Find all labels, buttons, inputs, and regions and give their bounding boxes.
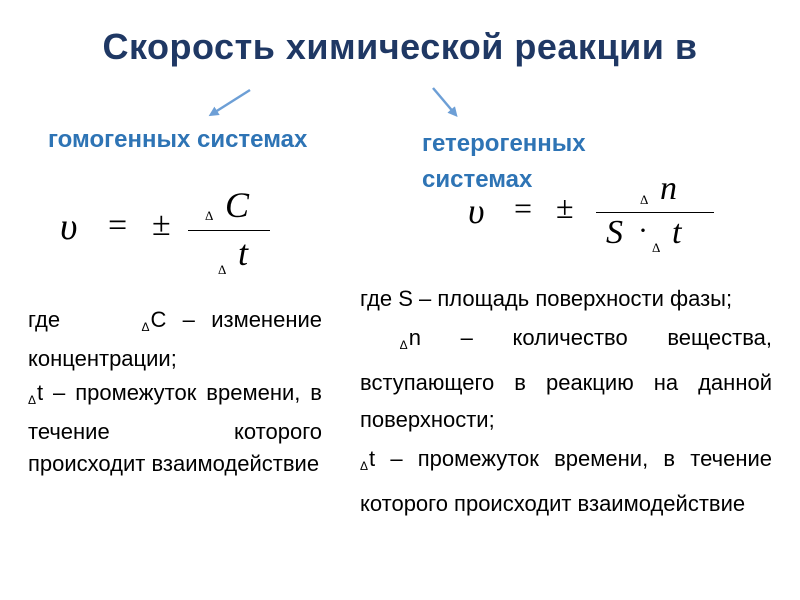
formula-right-upsilon: υ <box>468 191 485 231</box>
homogeneous-explanation-concentration <box>28 304 322 375</box>
right-text-delta-n: Δ <box>399 338 408 352</box>
formula-right-den-delta: Δ <box>652 240 661 255</box>
homogeneous-explanation-time <box>28 377 322 480</box>
formula-left-numerator: C <box>225 185 250 225</box>
formula-left-upsilon: υ <box>60 206 78 248</box>
left-text-delta-c: Δ <box>141 320 150 334</box>
right-text-area: где S – площадь поверхности фазы; <box>360 286 733 311</box>
formula-right-equals: = <box>514 190 533 226</box>
heterogeneous-explanation-time <box>360 440 772 522</box>
heterogeneous-explanation-area <box>360 280 772 317</box>
formula-left-num-delta: Δ <box>205 208 214 223</box>
formula-right-numerator: n <box>660 170 677 207</box>
right-text-time: t – промежуток времени, в течение которого происходит взаимодействие <box>360 446 772 516</box>
heterogeneous-explanation <box>360 280 772 524</box>
formula-left-equals: = <box>108 207 128 244</box>
heterogeneous-label: гетерогенных системах <box>422 130 586 193</box>
heterogeneous-explanation-amount <box>360 319 772 438</box>
left-text-time: t – промежуток времени, в течение которого происходит взаимодействие <box>28 380 322 476</box>
formula-right-den-t: t <box>672 214 682 251</box>
left-text-concentration: C – изменение концентрации; <box>28 307 322 371</box>
formula-right-pm: ± <box>556 189 574 225</box>
homogeneous-explanation <box>28 304 322 482</box>
formula-right-den-s: S <box>606 214 623 251</box>
left-text-prefix: где <box>28 307 61 332</box>
homogeneous-label: гомогенных системах <box>48 126 308 153</box>
right-text-delta-t: Δ <box>360 459 369 473</box>
formula-right-fraction-bar <box>596 212 714 213</box>
formula-left-den-delta: Δ <box>218 262 227 277</box>
formula-left-pm: ± <box>152 206 171 243</box>
formula-right-den-dot: · <box>638 214 648 247</box>
formula-right-num-delta: Δ <box>640 192 649 207</box>
formula-left-denominator: t <box>238 233 249 273</box>
right-text-amount: n – количество вещества, вступающего в реакцию на данной поверхности; <box>360 325 772 432</box>
slide-title: Скорость химической реакции в <box>102 26 698 67</box>
left-text-delta-t: Δ <box>28 393 37 407</box>
